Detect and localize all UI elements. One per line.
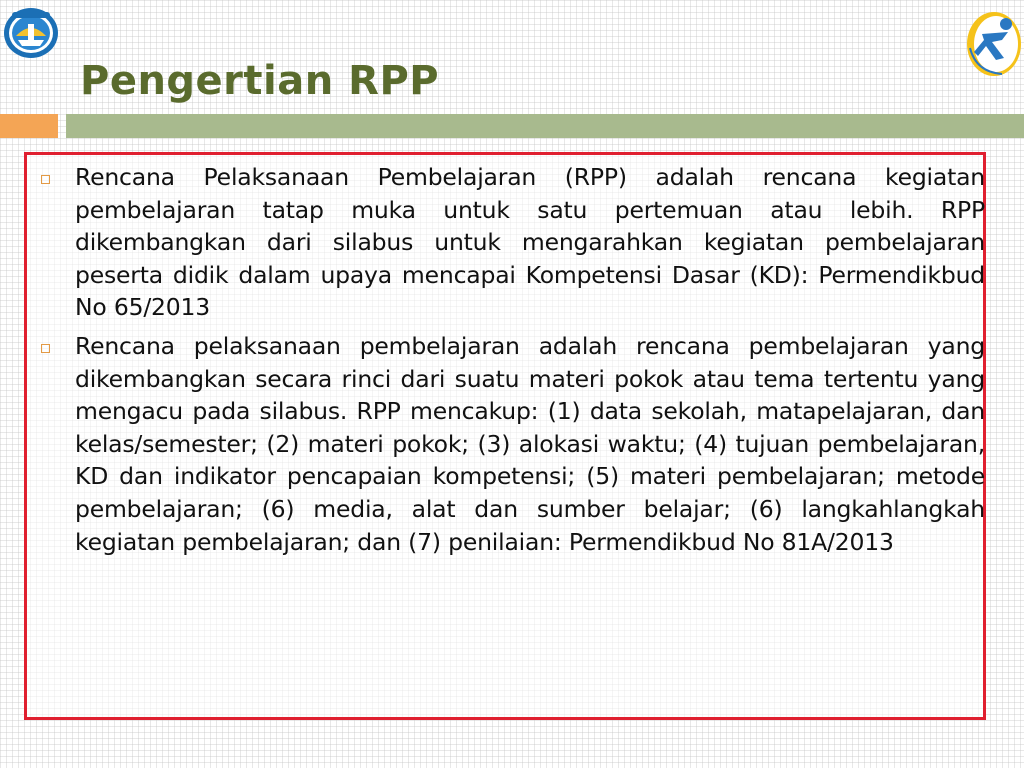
content-box — [24, 152, 986, 720]
square-bullet-icon — [41, 344, 50, 353]
square-bullet-icon — [41, 175, 50, 184]
bullet-item — [41, 330, 985, 558]
title-band-accent — [0, 114, 58, 138]
bullet-list — [41, 161, 985, 564]
kurikulum-2013-logo — [962, 8, 1022, 80]
title-band — [66, 114, 1024, 138]
bullet-text: Rencana pelaksanaan pembelajaran adalah rencana pembelajaran yang dikembangkan secara rinci dari suatu materi pokok atau tema tertentu yang mengacu pada silabus. RPP mencakup: (1) data sekolah, matapelajaran, dan kelas/semester; (2) materi pokok; (3) alokasi waktu; (4) tujuan pembelajaran, KD dan indikator pencapaian kompetensi; (5) materi pembelajaran; metode pembelajaran; (6) media, alat dan sumber belajar; (6) langkahlangkah kegiatan pembelajaran; dan (7) penilaian: Permendikbud No 81A/2013 — [75, 331, 985, 556]
bullet-text: Rencana Pelaksanaan Pembelajaran (RPP) adalah rencana kegiatan pembelajaran tatap muka untuk satu pertemuan atau lebih. RPP dikembangkan dari silabus untuk mengarahkan kegiatan pembelajaran peserta didik dalam upaya mencapai Kompetensi Dasar (KD): Permendikbud No 65/2013 — [75, 163, 985, 322]
bullet-item — [41, 161, 985, 324]
slide-title: Pengertian RPP — [80, 58, 440, 104]
ministry-emblem-icon — [2, 6, 60, 60]
